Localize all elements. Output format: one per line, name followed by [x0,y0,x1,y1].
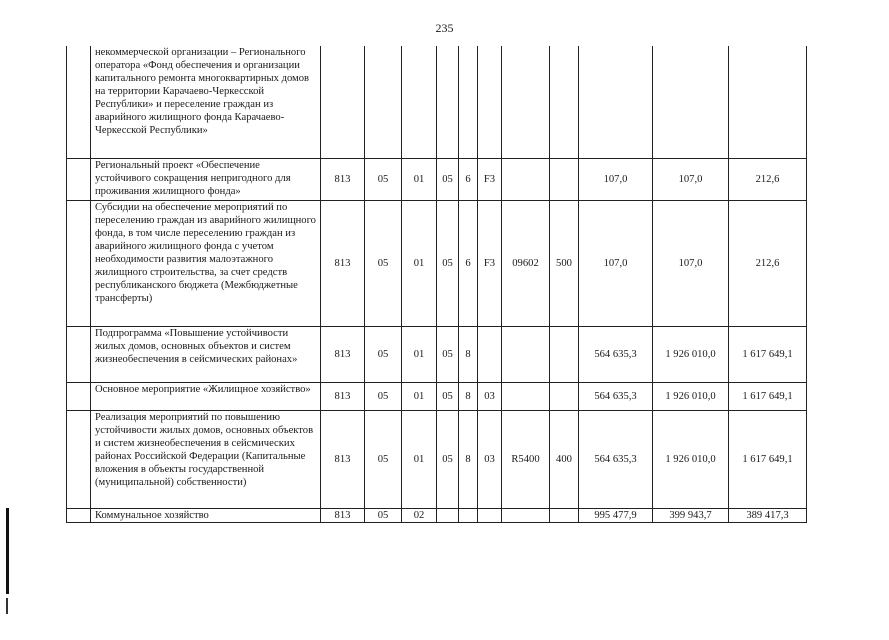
target-code-1-cell: 05 [437,410,459,508]
sum-year-1-cell: 564 635,3 [579,410,653,508]
razdel-cell: 05 [365,382,402,410]
target-code-1-cell: 05 [437,382,459,410]
target-code-2-cell: 6 [459,158,478,200]
sum-year-3-cell: 212,6 [729,158,807,200]
table-row [67,326,807,382]
sum-year-1-cell: 107,0 [579,158,653,200]
expense-type-cell [550,326,579,382]
target-code-2-cell: 8 [459,326,478,382]
target-code-3-cell: F3 [478,200,502,326]
razdel-cell: 05 [365,508,402,522]
target-code-1-cell [437,508,459,522]
expense-type-cell [550,46,579,158]
budget-table [66,46,807,523]
target-code-2-cell: 6 [459,200,478,326]
razdel-cell: 05 [365,410,402,508]
table-row [67,410,807,508]
razdel-cell: 05 [365,326,402,382]
expense-type-cell [550,508,579,522]
index-cell [67,410,91,508]
index-cell [67,158,91,200]
expense-type-cell [550,158,579,200]
row-description: Субсидии на обеспечение мероприятий по переселению граждан из аварийного жилищного фонда, в том числе переселению граждан из аварийного жилищного фонда с учетом необходимости развития малоэтажного жилищного строительства, за счет средств республиканского бюджета (Межбюджетные трансферты) [91,200,321,326]
target-code-3-cell [478,46,502,158]
index-cell [67,46,91,158]
sum-year-1-cell: 107,0 [579,200,653,326]
sum-year-2-cell: 1 926 010,0 [653,410,729,508]
target-code-3-cell: F3 [478,158,502,200]
target-code-4-cell [502,46,550,158]
row-description: Основное мероприятие «Жилищное хозяйство» [91,382,321,410]
sum-year-3-cell: 1 617 649,1 [729,382,807,410]
grbs-cell: 813 [321,508,365,522]
index-cell [67,200,91,326]
target-code-1-cell: 05 [437,200,459,326]
target-code-2-cell [459,46,478,158]
target-code-4-cell: 09602 [502,200,550,326]
podrazdel-cell: 01 [402,200,437,326]
grbs-cell [321,46,365,158]
sum-year-3-cell: 1 617 649,1 [729,410,807,508]
sum-year-2-cell [653,46,729,158]
target-code-4-cell [502,326,550,382]
grbs-cell: 813 [321,200,365,326]
sum-year-3-cell: 212,6 [729,200,807,326]
grbs-cell: 813 [321,410,365,508]
target-code-2-cell: 8 [459,382,478,410]
table-row [67,200,807,326]
sum-year-2-cell: 107,0 [653,200,729,326]
expense-type-cell: 400 [550,410,579,508]
index-cell [67,508,91,522]
target-code-4-cell [502,158,550,200]
target-code-1-cell: 05 [437,326,459,382]
target-code-3-cell [478,326,502,382]
sum-year-2-cell: 1 926 010,0 [653,382,729,410]
row-description: Коммунальное хозяйство [91,508,321,522]
target-code-2-cell [459,508,478,522]
sum-year-1-cell [579,46,653,158]
grbs-cell: 813 [321,382,365,410]
table-row [67,158,807,200]
podrazdel-cell: 01 [402,410,437,508]
podrazdel-cell: 01 [402,326,437,382]
sum-year-3-cell: 389 417,3 [729,508,807,522]
sum-year-1-cell: 564 635,3 [579,326,653,382]
podrazdel-cell: 02 [402,508,437,522]
table-row [67,382,807,410]
razdel-cell [365,46,402,158]
target-code-4-cell [502,382,550,410]
sum-year-2-cell: 399 943,7 [653,508,729,522]
grbs-cell: 813 [321,158,365,200]
table-row [67,46,807,158]
page-number: 235 [435,21,454,35]
expense-type-cell: 500 [550,200,579,326]
razdel-cell: 05 [365,158,402,200]
scan-margin-mark [6,598,8,614]
row-description: Реализация мероприятий по повышению устойчивости жилых домов, основных объектов и систем жизнеобеспечения в сейсмических районах Российской Федерации (Капитальные вложения в объекты государственной (муниципальной) собственности) [91,410,321,508]
sum-year-3-cell [729,46,807,158]
row-description: Подпрограмма «Повышение устойчивости жилых домов, основных объектов и систем жизнеобеспечения в сейсмических районах» [91,326,321,382]
target-code-3-cell [478,508,502,522]
sum-year-1-cell: 995 477,9 [579,508,653,522]
table-row [67,508,807,522]
index-cell [67,326,91,382]
target-code-4-cell: R5400 [502,410,550,508]
sum-year-3-cell: 1 617 649,1 [729,326,807,382]
target-code-1-cell [437,46,459,158]
sum-year-2-cell: 1 926 010,0 [653,326,729,382]
razdel-cell: 05 [365,200,402,326]
podrazdel-cell: 01 [402,158,437,200]
target-code-1-cell: 05 [437,158,459,200]
row-description: некоммерческой организации – Регионального оператора «Фонд обеспечения и организации капитального ремонта многоквартирных домов на территории Карачаево-Черкесской Республики» и переселение граждан из аварийного жилищного фонда Карачаево-Черкесской Республики» [91,46,321,158]
target-code-2-cell: 8 [459,410,478,508]
target-code-4-cell [502,508,550,522]
index-cell [67,382,91,410]
target-code-3-cell: 03 [478,382,502,410]
row-description: Региональный проект «Обеспечение устойчивого сокращения непригодного для проживания жилищного фонда» [91,158,321,200]
podrazdel-cell: 01 [402,382,437,410]
sum-year-1-cell: 564 635,3 [579,382,653,410]
sum-year-2-cell: 107,0 [653,158,729,200]
grbs-cell: 813 [321,326,365,382]
target-code-3-cell: 03 [478,410,502,508]
podrazdel-cell [402,46,437,158]
scan-margin-mark [6,508,9,594]
expense-type-cell [550,382,579,410]
